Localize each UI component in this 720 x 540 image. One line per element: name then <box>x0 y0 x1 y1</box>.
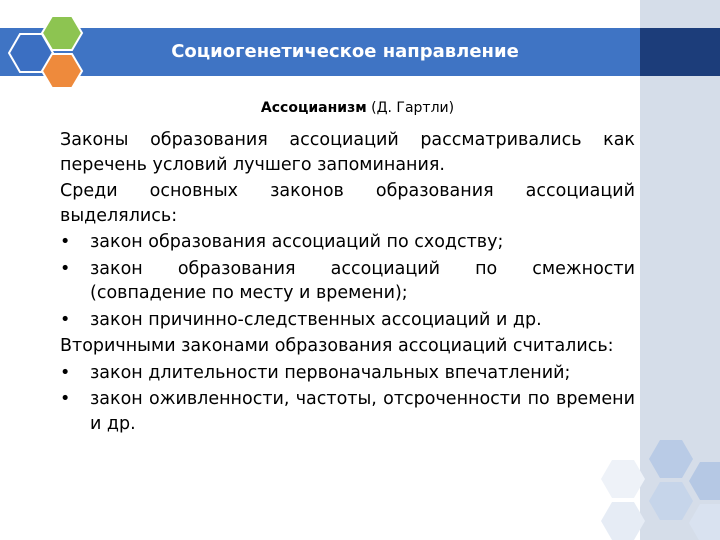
list-item: • закон длительности первоначальных впечатлений; <box>60 361 635 386</box>
section-subtitle <box>60 98 635 118</box>
subtitle-author: (Д. Гартли) <box>366 100 455 116</box>
subtitle-bold: Ассоцианизм <box>260 100 367 116</box>
list-item: • закон причинно-следственных ассоциаций и др. <box>60 308 635 333</box>
slide-title: Социогенетическое направление <box>171 41 519 62</box>
list-item: • закон оживленности, частоты, отсроченности по времени и др. <box>60 387 635 436</box>
paragraph-secondary-laws: Вторичными законами образования ассоциаций считались: <box>60 336 614 356</box>
slide-content <box>60 98 635 438</box>
decorative-hexagons-icon <box>598 440 720 540</box>
list-item: • закон образования ассоциаций по смежности (совпадение по месту и времени); <box>60 257 635 306</box>
list-item: • закон образования ассоциаций по сходству; <box>60 230 635 255</box>
paragraph-intro: Законы образования ассоциаций рассматривались как перечень условий лучшего запоминания. <box>60 130 635 175</box>
paragraph-main-laws: Среди основных законов образования ассоциаций выделялись: <box>60 181 635 226</box>
